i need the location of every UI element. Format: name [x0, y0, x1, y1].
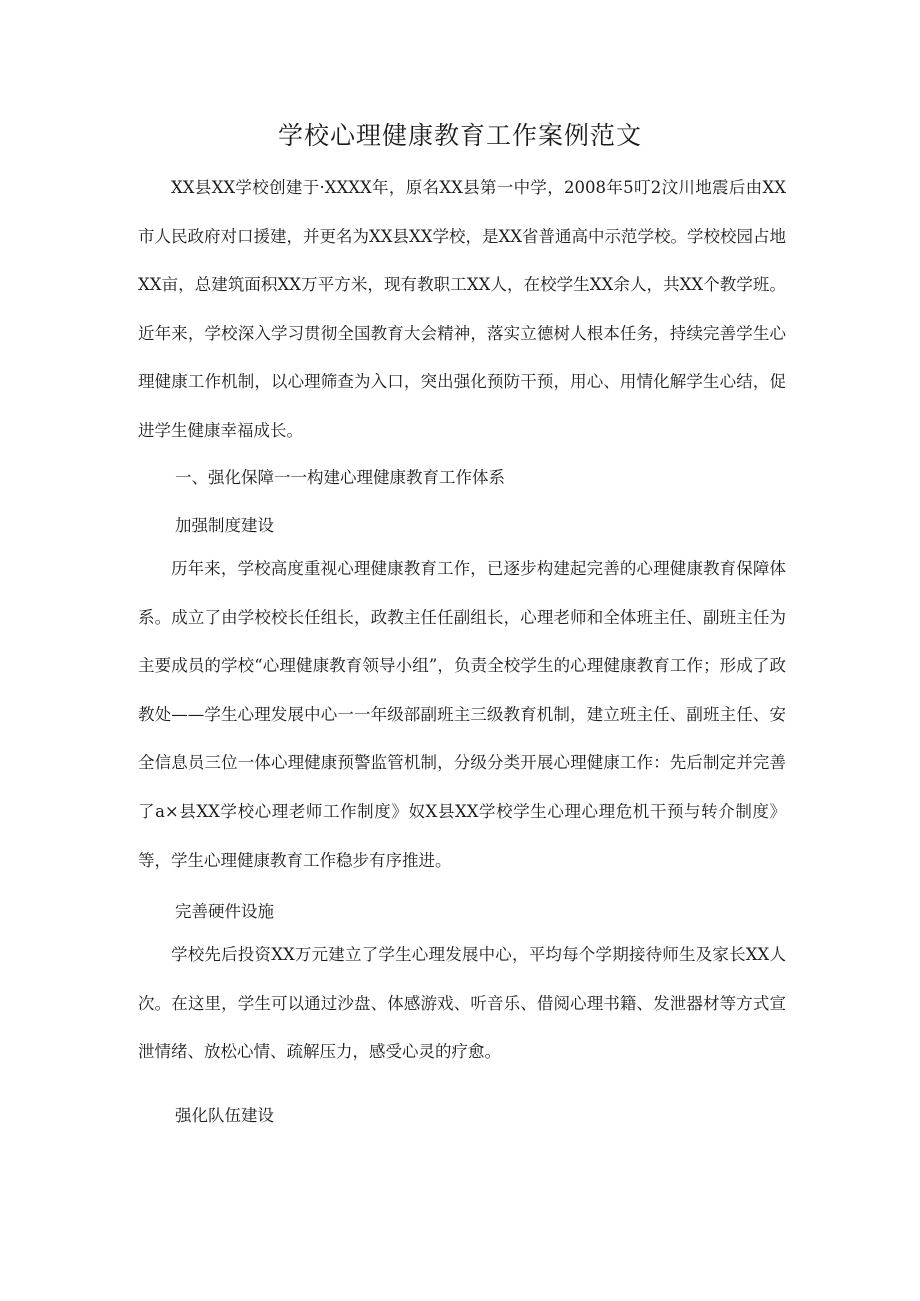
section-1-heading: 一、强化保障一一构建心理健康教育工作体系 — [175, 468, 505, 487]
subheading-team-building: 强化队伍建设 — [175, 1106, 274, 1125]
subheading-system-building: 加强制度建设 — [175, 516, 274, 535]
system-building-paragraph: 历年来，学校高度重视心理健康教育工作，已逐步构建起完善的心理健康教育保障体系。成立了由学校校长任组长，政教主任任副组长，心理老师和全体班主任、副班主任为主要成员的学校“心理健康教育领导小组”，负责全校学生的心理健康教育工作；形成了政教处——学生心理发展中心一一年级部副班主三级教育机制，建立班主任、副班主任、安全信息员三位一体心理健康预警监管机制，分级分类开展心理健康工作：先后制定并完善了a×县XX学校心理老师工作制度》奴X县XX学校学生心理心理危机干预与转介制度》等，学生心理健康教育工作稳步有序推进。 — [138, 559, 786, 870]
intro-paragraph: XX县XX学校创建于·XXXX年，原名XX县第一中学，2008年5叮2汶川地震后由XX市人民政府对口援建，并更名为XX县XX学校，是XX省普通高中示范学校。学校校园占地XX亩，总建筑面积XX万平方米，现有教职工XX人，在校学生XX余人，共XX个教学班。近年来，学校深入学习贯彻全国教育大会精神，落实立德树人根本任务，持续完善学生心理健康工作机制，以心理筛查为入口，突出强化预防干预，用心、用情化解学生心结，促进学生健康幸福成长。 — [138, 178, 786, 440]
document-title: 学校心理健康教育工作案例范文 — [277, 121, 642, 150]
subheading-hardware: 完善硬件设施 — [175, 902, 274, 921]
hardware-paragraph: 学校先后投资XX万元建立了学生心理发展中心，平均每个学期接待师生及家长XX人次。在这里，学生可以通过沙盘、体感游戏、听音乐、借阅心理书籍、发泄器材等方式宣泄情绪、放松心情、疏解压力，感受心灵的疗愈。 — [138, 945, 786, 1062]
